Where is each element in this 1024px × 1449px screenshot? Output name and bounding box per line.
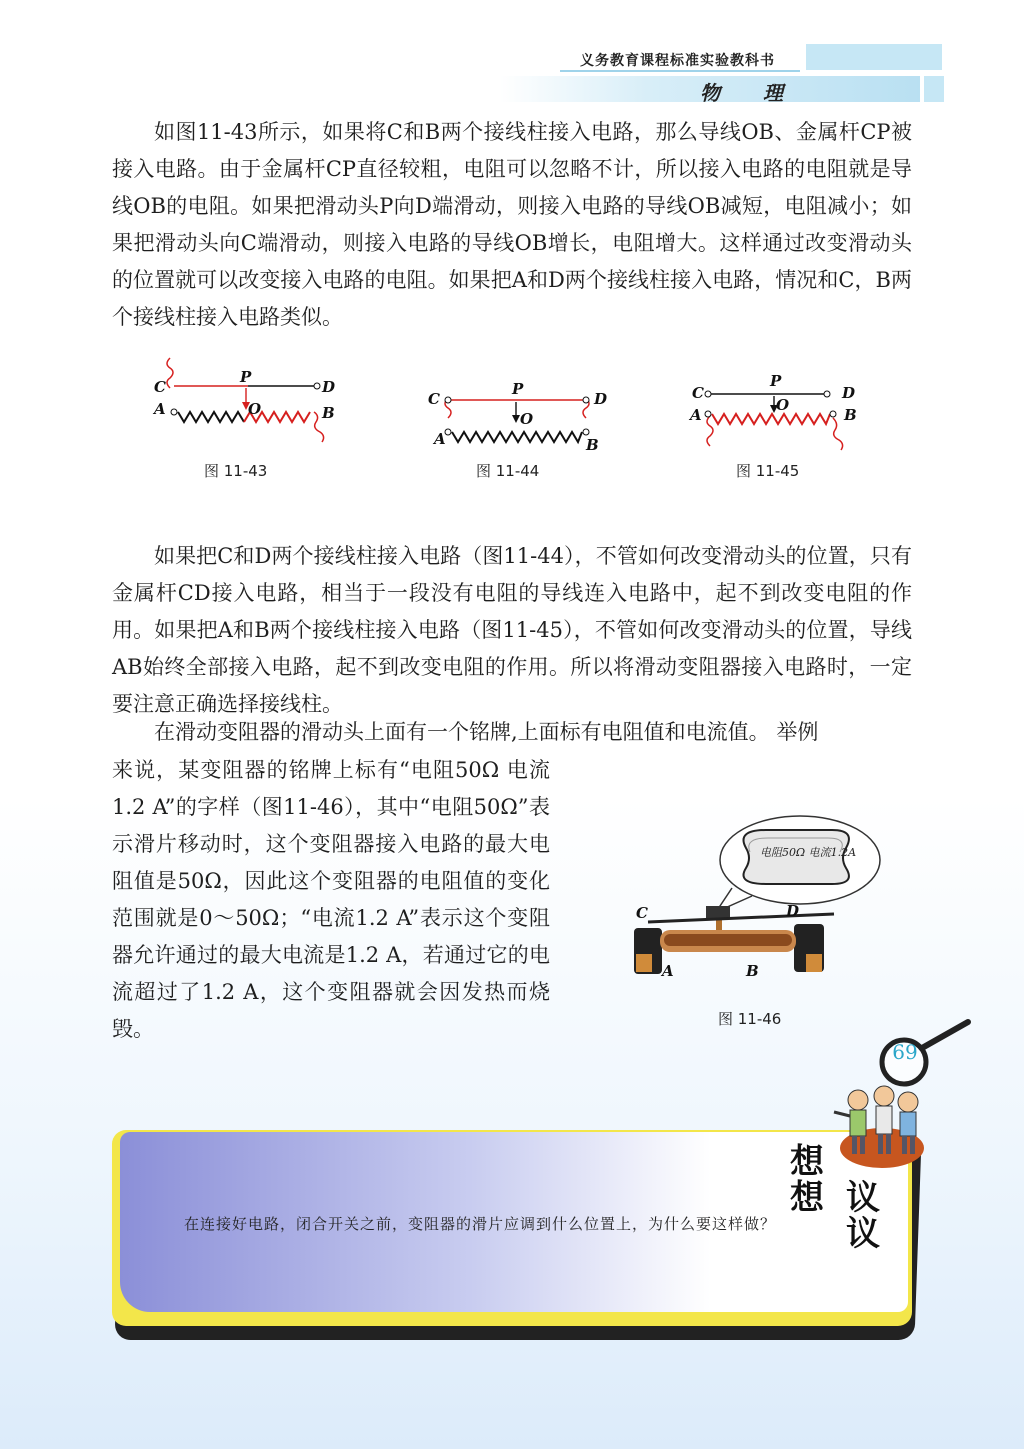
label-D: D: [322, 378, 336, 396]
header-decoration: [806, 44, 942, 70]
paragraph-intro: 如图11-43所示，如果将C和B两个接线柱接入电路，那么导线OB、金属杆CP被接入电路。由于金属杆CP直径较粗，电阻可以忽略不计，所以接入电路的电阻就是导线OB的电阻。如果把滑动头P向D端滑动，则接入电路的导线OB减短，电阻减小；如果把滑动头向C端滑动，则接入电路的导线OB增长，电阻增大。这样通过改变滑动头的位置就可以改变接入电路的电阻。如果把A和D两个接线柱接入电路，情况和C，B两个接线柱接入电路类似。: [112, 120, 912, 329]
label-B: B: [844, 406, 857, 424]
label-C: C: [154, 378, 166, 396]
header-rule: [560, 70, 800, 72]
discussion-title-char: 议: [846, 1214, 880, 1254]
label-P: P: [240, 368, 252, 386]
label-O: O: [520, 410, 534, 428]
paragraph-nameplate: 在滑动变阻器的滑动头上面有一个铭牌,上面标有电阻值和电流值。 举例: [154, 720, 819, 744]
figure-11-46-rheostat-photo: [624, 812, 894, 992]
figure-11-44: [422, 378, 622, 458]
label-O: O: [248, 400, 262, 418]
figure-11-45: [688, 370, 888, 460]
nameplate-text: 电阻50Ω 电流1.2A: [760, 846, 857, 859]
label-C: C: [692, 384, 704, 402]
magnifier-icon: [876, 1018, 976, 1118]
subject-title: 物 理: [700, 81, 801, 105]
label-O: O: [776, 396, 790, 414]
label-D: D: [842, 384, 856, 402]
label-D: D: [594, 390, 608, 408]
discussion-question: 在连接好电路，闭合开关之前，变阻器的滑片应调到什么位置上，为什么要这样做？: [184, 1215, 777, 1233]
label-B: B: [746, 962, 759, 980]
label-A: A: [662, 962, 674, 980]
label-C: C: [636, 904, 648, 922]
figure-caption: 图 11-46: [718, 1010, 782, 1028]
label-B: B: [322, 404, 335, 422]
label-C: C: [428, 390, 440, 408]
label-P: P: [512, 380, 524, 398]
paragraph-nameplate-detail: 来说，某变阻器的铭牌上标有“电阻50Ω 电流1.2 A”的字样（图11-46），其中“电阻50Ω”表示滑片移动时，这个变阻器接入电路的最大电阻值是50Ω，因此这个变阻器的电阻值的变化范围就是0～50Ω；“电流1.2 A”表示这个变阻器允许通过的最大电流是1.2 A，若通过它的电流超过了1.2 A，这个变阻器就会因发热而烧毁。: [112, 758, 550, 1041]
discussion-title-char: 想: [790, 1142, 824, 1182]
series-title: 义务教育课程标准实验教科书: [580, 53, 775, 69]
figure-caption: 图 11-43: [204, 462, 268, 480]
discussion-title-char: 想: [790, 1178, 824, 1218]
paragraph-cd-ab: 如果把C和D两个接线柱接入电路（图11-44），不管如何改变滑动头的位置，只有金属杆CD接入电路，相当于一段没有电阻的导线连入电路中，起不到改变电阻的作用。如果把A和B两个接线柱接入电路（图11-45），不管如何改变滑动头的位置，导线AB始终全部接入电路，起不到改变电阻的作用。所以将滑动变阻器接入电路时，一定要注意正确选择接线柱。: [112, 544, 912, 716]
label-D: D: [786, 902, 800, 920]
label-A: A: [434, 430, 446, 448]
figure-caption: 图 11-44: [476, 462, 540, 480]
header-decoration: [924, 76, 944, 102]
label-P: P: [770, 372, 782, 390]
discussion-title-char: 议: [846, 1178, 880, 1218]
figure-caption: 图 11-45: [736, 462, 800, 480]
label-B: B: [586, 436, 599, 454]
label-A: A: [154, 400, 166, 418]
label-A: A: [690, 406, 702, 424]
figure-11-43: [148, 356, 348, 456]
page-number: 69: [892, 1040, 918, 1064]
